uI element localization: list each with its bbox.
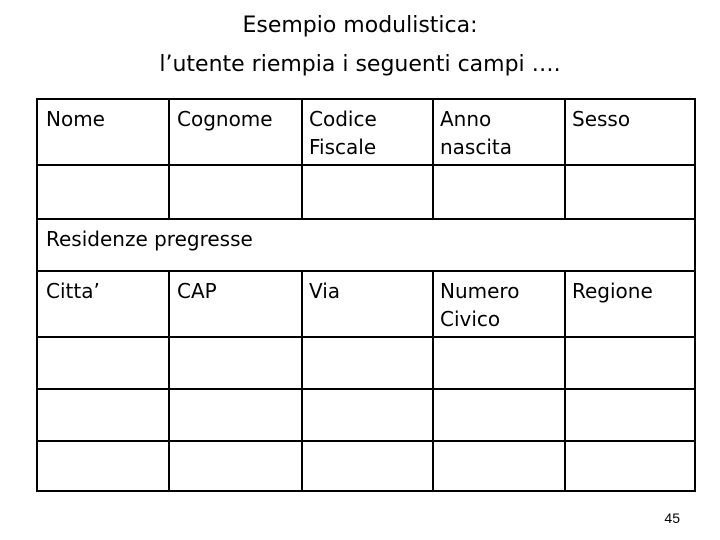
header-via: Via — [309, 279, 341, 303]
page-number: 45 — [664, 510, 680, 526]
column-divider — [301, 270, 303, 492]
column-divider — [564, 100, 566, 218]
header-cognome: Cognome — [177, 107, 273, 131]
column-divider — [564, 270, 566, 492]
column-divider — [168, 270, 170, 492]
column-divider — [432, 270, 434, 492]
header-anno-nascita: Anno nascita — [440, 107, 513, 159]
header-citta: Citta’ — [46, 279, 100, 303]
column-divider — [432, 100, 434, 218]
row-divider — [38, 270, 694, 272]
row-divider — [38, 218, 694, 220]
section-title-residenze: Residenze pregresse — [46, 227, 253, 251]
slide-title-line-2: l’utente riempia i seguenti campi …. — [159, 52, 561, 77]
header-nome: Nome — [46, 107, 105, 131]
column-divider — [301, 100, 303, 218]
row-divider — [38, 388, 694, 390]
header-sesso: Sesso — [572, 107, 631, 131]
header-codice-fiscale: Codice Fiscale — [309, 107, 377, 159]
slide-title-line-1: Esempio modulistica: — [242, 13, 478, 38]
row-divider — [38, 440, 694, 442]
header-numero-civico: Numero Civico — [440, 279, 520, 331]
header-cap: CAP — [177, 279, 217, 303]
header-regione: Regione — [572, 279, 653, 303]
row-divider — [38, 336, 694, 338]
form-table — [36, 98, 696, 492]
column-divider — [168, 100, 170, 218]
row-divider — [38, 164, 694, 166]
